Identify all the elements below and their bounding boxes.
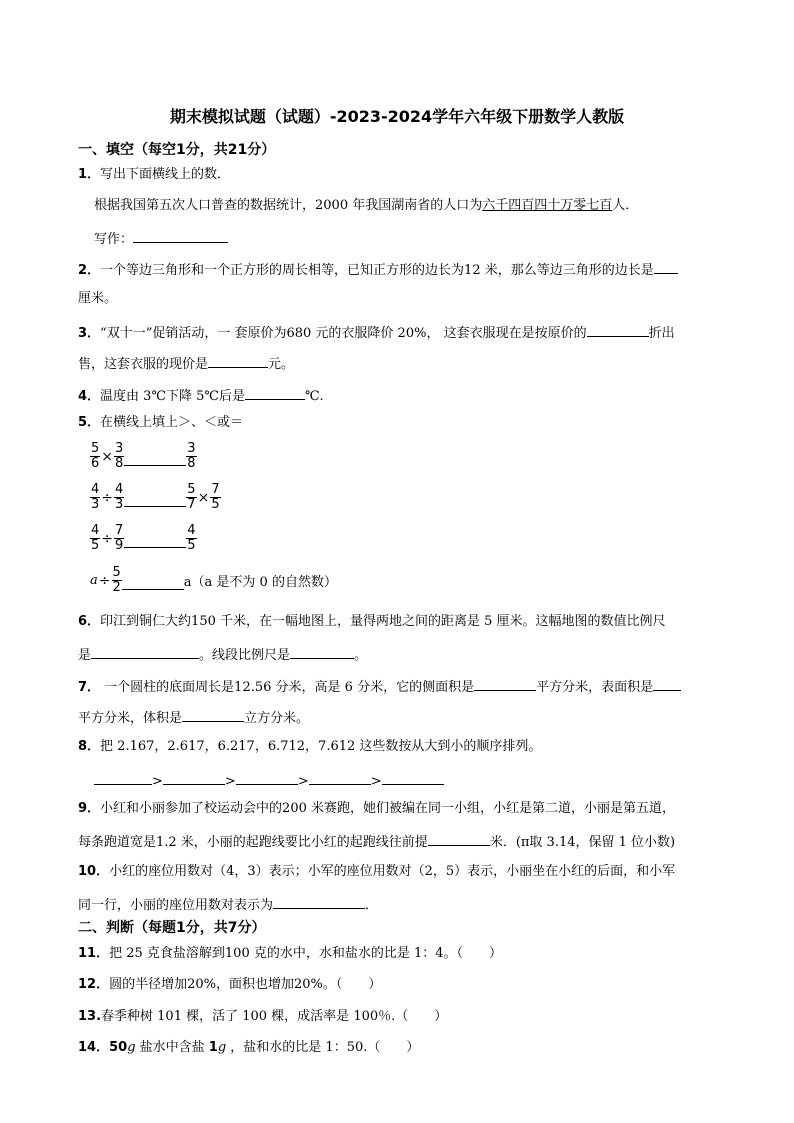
fraction: $\frac{4}{5}$ — [91, 523, 100, 553]
greater-than-sign: > — [370, 774, 382, 789]
question-7 — [78, 676, 681, 697]
question-2 — [78, 259, 678, 280]
variable: a — [90, 573, 98, 588]
question-4 — [78, 385, 324, 406]
question-text-end: 立方分米。 — [244, 711, 310, 726]
answer-blank[interactable] — [236, 770, 298, 785]
answer-blank[interactable] — [273, 894, 365, 909]
comparison-row-2 — [90, 483, 221, 512]
question-text: 一个等边三角形和一个正方形的周长相等，已知正方形的边长为12 米，那么等边三角形的边长是 — [100, 263, 654, 278]
fraction: $\frac{4}{3}$ — [91, 482, 100, 512]
fraction: $\frac{4}{3}$ — [115, 482, 124, 512]
question-text: 每条跑道宽是1.2 米，小丽的起跑线要比小红的起跑线往前提 — [78, 835, 428, 850]
answer-blank[interactable] — [309, 770, 371, 785]
question-text: 在横线上填上＞、＜或＝ — [100, 415, 244, 430]
question-7-line-2 — [78, 707, 309, 728]
question-text: 同一行，小丽的座位用数对表示为 — [78, 898, 274, 913]
answer-blank[interactable] — [182, 707, 244, 722]
question-text: 印江到铜仁大约150 千米，在一幅地图上，量得两地之间的距离是 5 厘米。这幅地图的数值比例尺 — [100, 614, 666, 629]
question-text: 圆的半径增加20%，面积也增加20%。（ ） — [109, 977, 382, 992]
question-text: 一个圆柱的底面周长是12.56 分米，高是 6 分米，它的侧面积是 — [100, 680, 475, 695]
question-13 — [78, 1008, 447, 1026]
question-text: 春季种树 101 棵，活了 100 棵，成活率是 100％.（ ） — [101, 1009, 448, 1024]
answer-blank[interactable] — [94, 770, 152, 785]
answer-blank[interactable] — [653, 676, 681, 691]
question-number: 5． — [78, 415, 101, 430]
answer-blank[interactable] — [428, 831, 490, 846]
question-text: 小红和小丽参加了校运动会中的200 米赛跑，她们被编在同一小组，小红是第二道，小丽是第五道， — [100, 801, 675, 816]
question-number: 8． — [78, 739, 101, 754]
question-8 — [78, 738, 541, 756]
question-1-passage — [94, 197, 638, 215]
question-10 — [78, 863, 675, 881]
comparison-row-4 — [90, 566, 337, 595]
question-text: 把 25 克食盐溶解到100 克的水中，水和盐水的比是 1：4。（ ） — [109, 946, 503, 961]
passage-end: 人． — [612, 198, 639, 213]
question-text-end: 米．(π取 3.14，保留 1 位小数) — [489, 835, 676, 850]
mass-value: 1 — [208, 1040, 218, 1055]
question-number: 9． — [78, 801, 101, 816]
question-number: 11． — [78, 946, 110, 961]
fraction: $\frac{7}{9}$ — [115, 523, 124, 553]
fraction: $\frac{3}{8}$ — [115, 441, 124, 471]
question-number: 14． — [78, 1040, 110, 1055]
page-title: 期末模拟试题（试题）-2023-2024学年六年级下册数学人教版 — [169, 107, 625, 126]
operator: ÷ — [101, 489, 114, 506]
question-number: 1． — [78, 167, 101, 182]
question-10-line-2 — [78, 894, 378, 915]
question-6-line-2 — [78, 644, 367, 665]
passage-text: 根据我国第五次人口普查的数据统计，2000 年我国湖南省的人口为 — [94, 198, 483, 213]
answer-blank[interactable] — [382, 770, 444, 785]
comparison-row-1 — [90, 442, 197, 471]
question-text-end: 元。 — [268, 357, 295, 372]
question-number: 6． — [78, 614, 101, 629]
question-text: 小红的座位用数对（4，3）表示；小军的座位用数对（2，5）表示，小丽坐在小红的后面，和小军 — [109, 864, 676, 879]
answer-blank[interactable] — [124, 488, 186, 507]
question-number: 13. — [78, 1009, 102, 1024]
question-text: 售，这套衣服的现价是 — [78, 357, 209, 372]
question-text: 把 2.167，2.617，6.217，6.712，7.612 这些数按从大到小的顺序排列。 — [100, 739, 542, 754]
answer-blank[interactable] — [290, 644, 354, 659]
mass-value: 50 — [109, 1040, 128, 1055]
unit-gram: g — [217, 1040, 227, 1055]
operator: × — [101, 448, 114, 465]
answer-blank[interactable] — [245, 385, 305, 400]
question-text: 平方分米，体积是 — [78, 711, 183, 726]
greater-than-sign: > — [297, 774, 309, 789]
answer-blank[interactable] — [163, 770, 225, 785]
question-6 — [78, 613, 666, 631]
question-14 — [78, 1039, 419, 1057]
answer-blank[interactable] — [654, 259, 678, 274]
question-5 — [78, 414, 243, 432]
question-text: 是 — [78, 648, 92, 663]
question-text: 盐水中含盐 — [135, 1040, 209, 1055]
greater-than-sign: > — [224, 774, 236, 789]
answer-blank[interactable] — [208, 353, 268, 368]
greater-than-sign: > — [152, 774, 163, 789]
answer-blank[interactable] — [124, 447, 186, 466]
question-number: 10． — [78, 864, 110, 879]
question-number: 4． — [78, 389, 101, 404]
question-text: 。线段比例尺是 — [199, 648, 291, 663]
answer-blank[interactable] — [133, 228, 228, 243]
question-9-line-2 — [78, 831, 675, 852]
question-1-answer — [94, 228, 228, 249]
question-text: 温度由 3℃下降 5℃后是 — [100, 389, 245, 404]
operator: ÷ — [98, 572, 111, 589]
question-number: 3． — [78, 326, 101, 341]
fraction: $\frac{7}{5}$ — [211, 482, 220, 512]
question-11 — [78, 945, 502, 963]
question-number: 7． — [78, 680, 101, 695]
fraction: $\frac{5}{2}$ — [112, 565, 121, 595]
answer-blank[interactable] — [474, 676, 536, 691]
operator: ÷ — [101, 530, 114, 547]
question-12 — [78, 976, 381, 994]
fraction: $\frac{5}{6}$ — [91, 441, 100, 471]
question-text: a（a 是不为 0 的自然数） — [183, 575, 337, 590]
question-3-line-2 — [78, 353, 294, 374]
question-text: ，盐和水的比是 1：50.（ ） — [226, 1040, 420, 1055]
question-text: “双十一”促销活动，一 套原价为680 元的衣服降价 20%， 这套衣服现在是按原价的 — [100, 326, 587, 341]
question-text: 平方分米，表面积是 — [536, 680, 654, 695]
question-text-end: 。 — [354, 648, 368, 663]
question-1 — [78, 166, 230, 184]
question-text-end: ℃. — [304, 389, 324, 404]
question-text-end: 折出 — [648, 326, 675, 341]
question-9 — [78, 800, 675, 818]
question-number: 12． — [78, 977, 110, 992]
unit-gram: g — [127, 1040, 136, 1055]
answer-label: 写作： — [94, 232, 134, 247]
operator: × — [197, 489, 210, 506]
answer-blank[interactable] — [91, 644, 199, 659]
question-8-answer-row — [94, 770, 444, 791]
section-fill-blank-heading: 一、填空（每空1分，共21分） — [78, 142, 276, 158]
question-2-line-2: 厘米。 — [78, 291, 118, 306]
question-text-end: ． — [365, 898, 379, 913]
answer-blank[interactable] — [587, 322, 649, 337]
question-text: 写出下面横线上的数． — [100, 167, 231, 182]
answer-blank[interactable] — [124, 529, 186, 548]
comparison-row-3 — [90, 524, 197, 553]
fraction: $\frac{3}{8}$ — [187, 441, 196, 471]
underlined-number: 六千四百四十万零七百 — [482, 198, 613, 213]
question-number: 2． — [78, 263, 101, 278]
fraction: $\frac{5}{7}$ — [187, 482, 196, 512]
section-true-false-heading: 二、判断（每题1分，共7分） — [78, 920, 266, 936]
question-3 — [78, 322, 675, 343]
answer-blank[interactable] — [122, 571, 184, 590]
fraction: $\frac{4}{5}$ — [187, 523, 196, 553]
